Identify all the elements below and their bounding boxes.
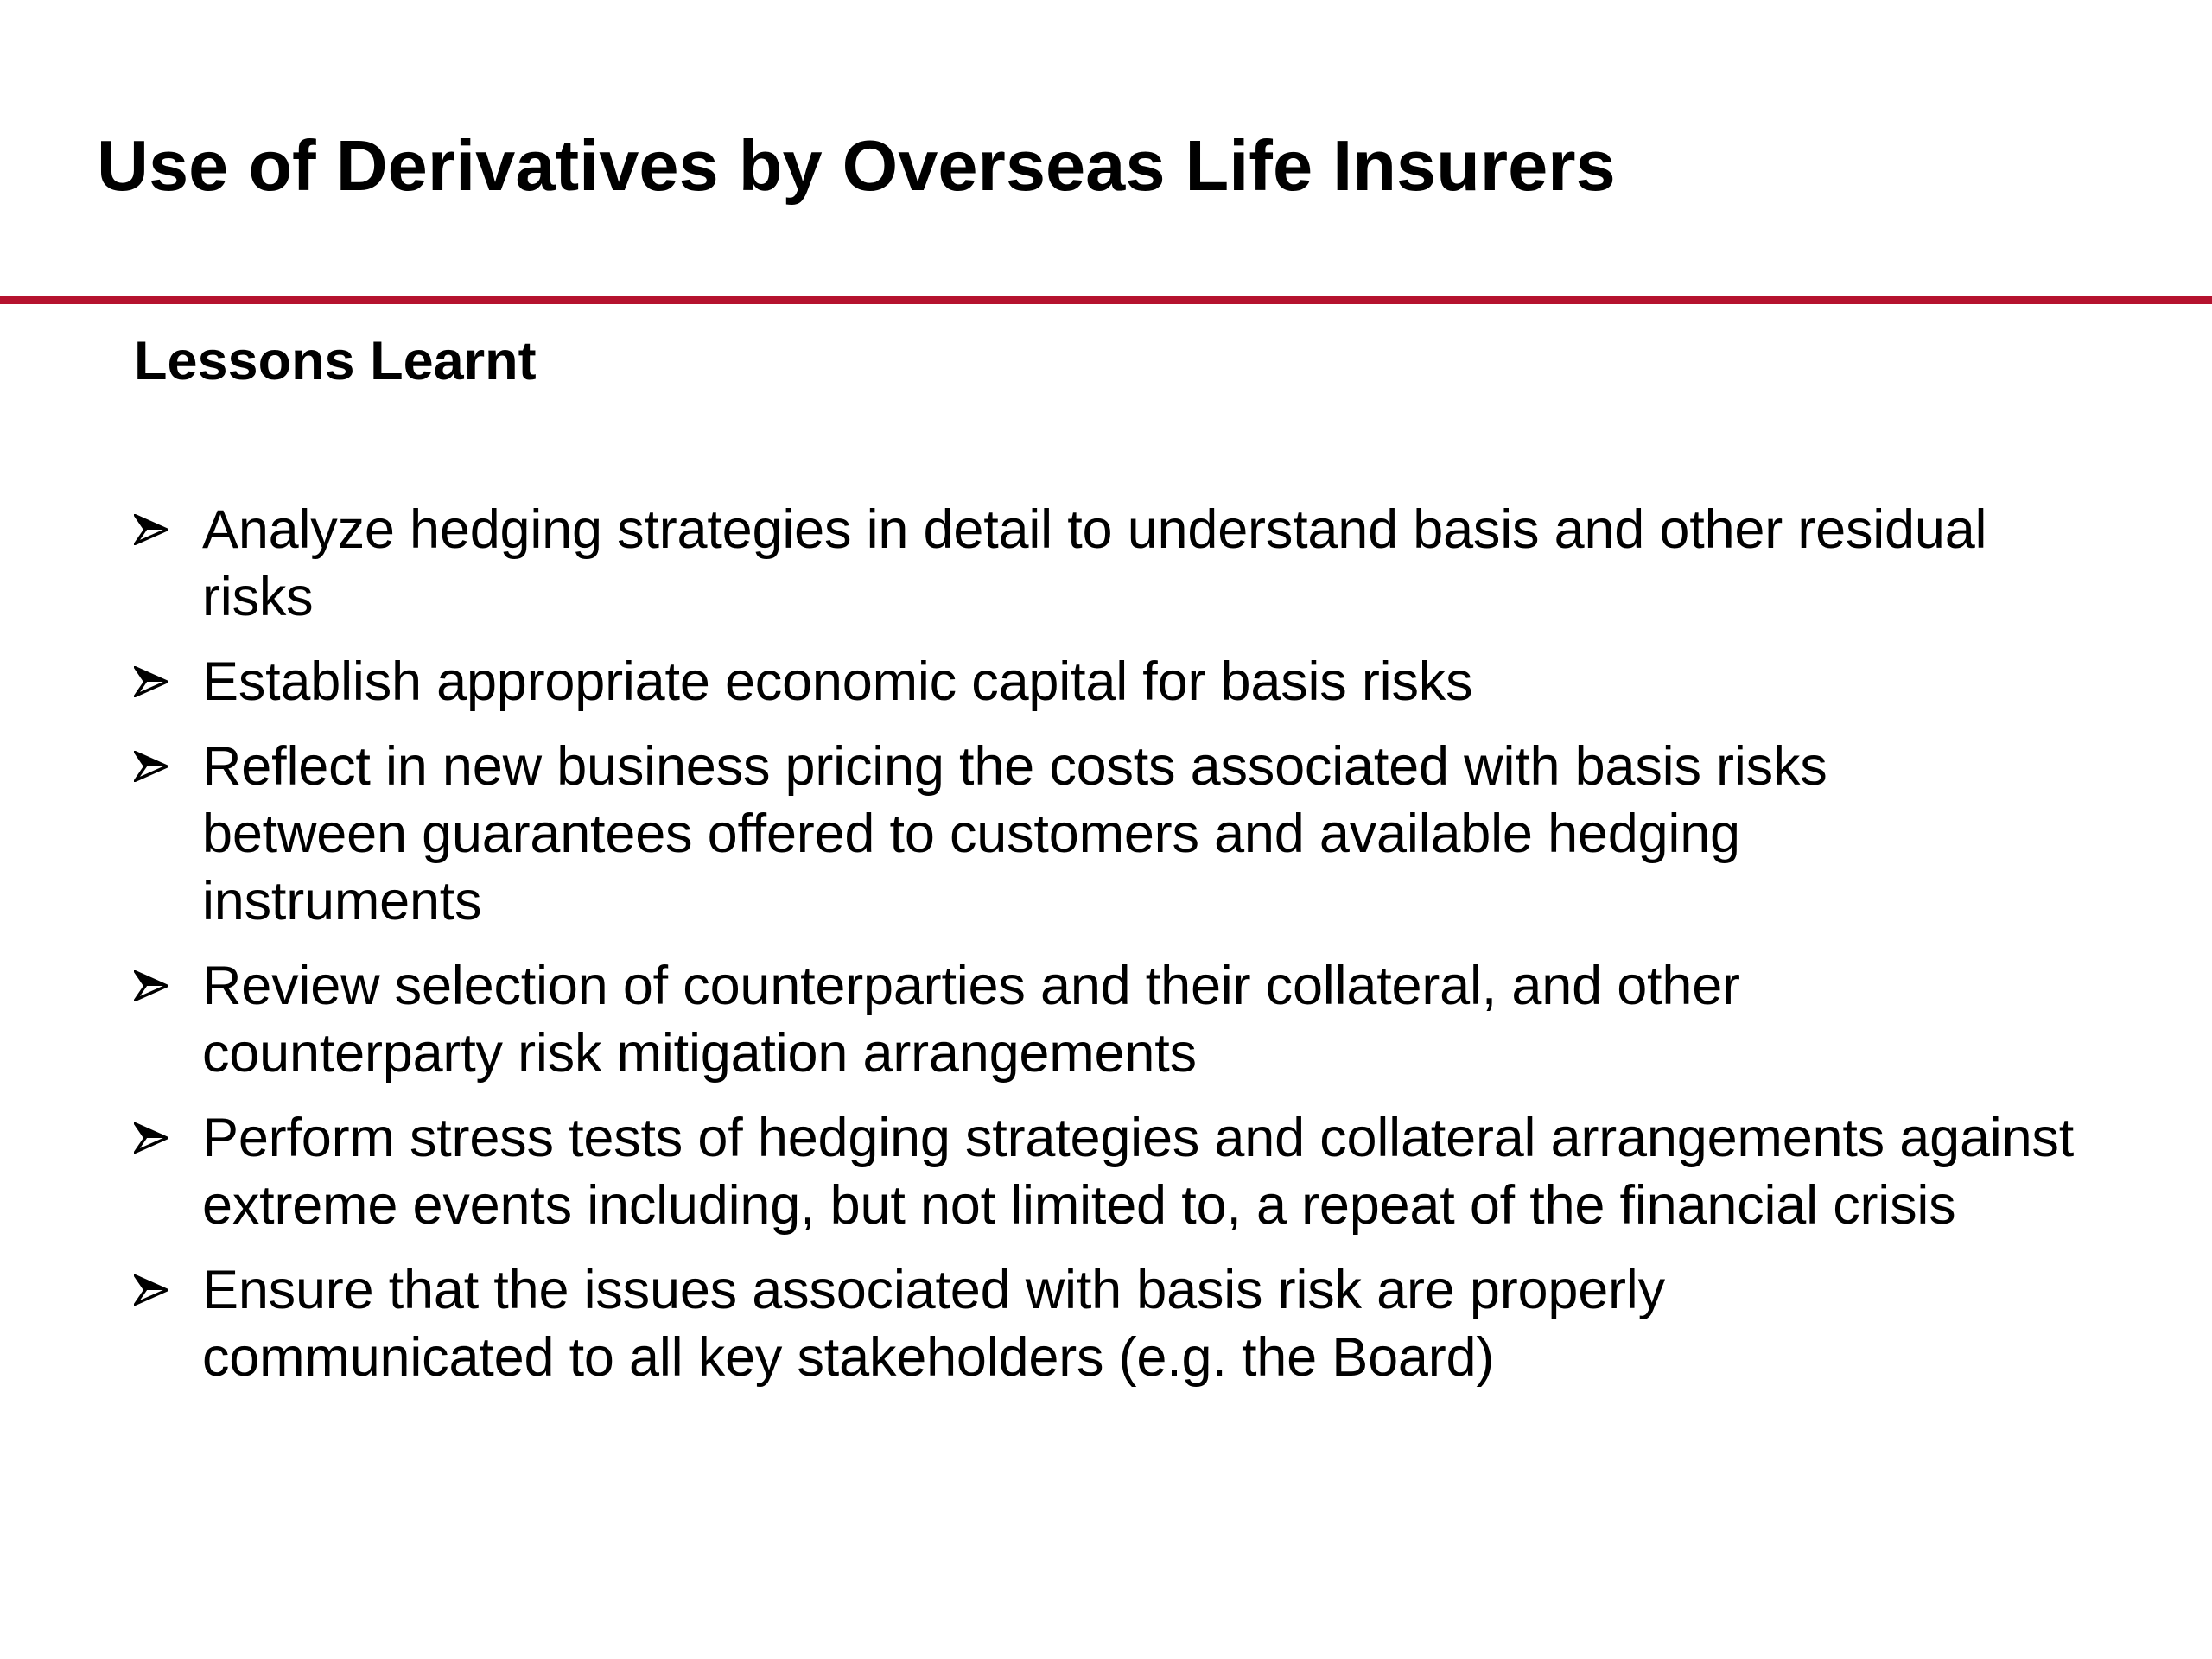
list-item — [134, 1256, 2121, 1391]
list-item — [134, 733, 2121, 935]
bullet-text: Reflect in new business pricing the costs associated with basis risks between guarantees offered to customers and available hedging instruments — [202, 736, 1827, 931]
arrowhead-bullet-icon — [134, 952, 202, 1020]
arrowhead-bullet-icon — [134, 733, 202, 800]
bullet-text: Analyze hedging strategies in detail to understand basis and other residual risks — [202, 499, 1987, 627]
list-item — [134, 1104, 2121, 1239]
bullet-list — [134, 496, 2121, 1408]
title-divider — [0, 296, 2212, 304]
bullet-text: Establish appropriate economic capital for basis risks — [202, 652, 1473, 712]
arrowhead-bullet-icon — [134, 1104, 202, 1172]
bullet-text: Ensure that the issues associated with basis risk are properly communicated to all key stakeholders (e.g. the Board) — [202, 1260, 1665, 1388]
arrowhead-bullet-icon — [134, 1256, 202, 1324]
list-item — [134, 496, 2121, 631]
slide-title: Use of Derivatives by Overseas Life Insurers — [97, 125, 1616, 206]
list-item — [134, 952, 2121, 1087]
slide-subtitle: Lessons Learnt — [134, 331, 537, 391]
bullet-text: Review selection of counterparties and their collateral, and other counterparty risk mitigation arrangements — [202, 956, 1740, 1084]
bullet-text: Perform stress tests of hedging strategies and collateral arrangements against extreme events including, but not limited to, a repeat of the financial crisis — [202, 1108, 2075, 1236]
arrowhead-bullet-icon — [134, 496, 202, 563]
list-item — [134, 648, 2121, 715]
arrowhead-bullet-icon — [134, 648, 202, 715]
